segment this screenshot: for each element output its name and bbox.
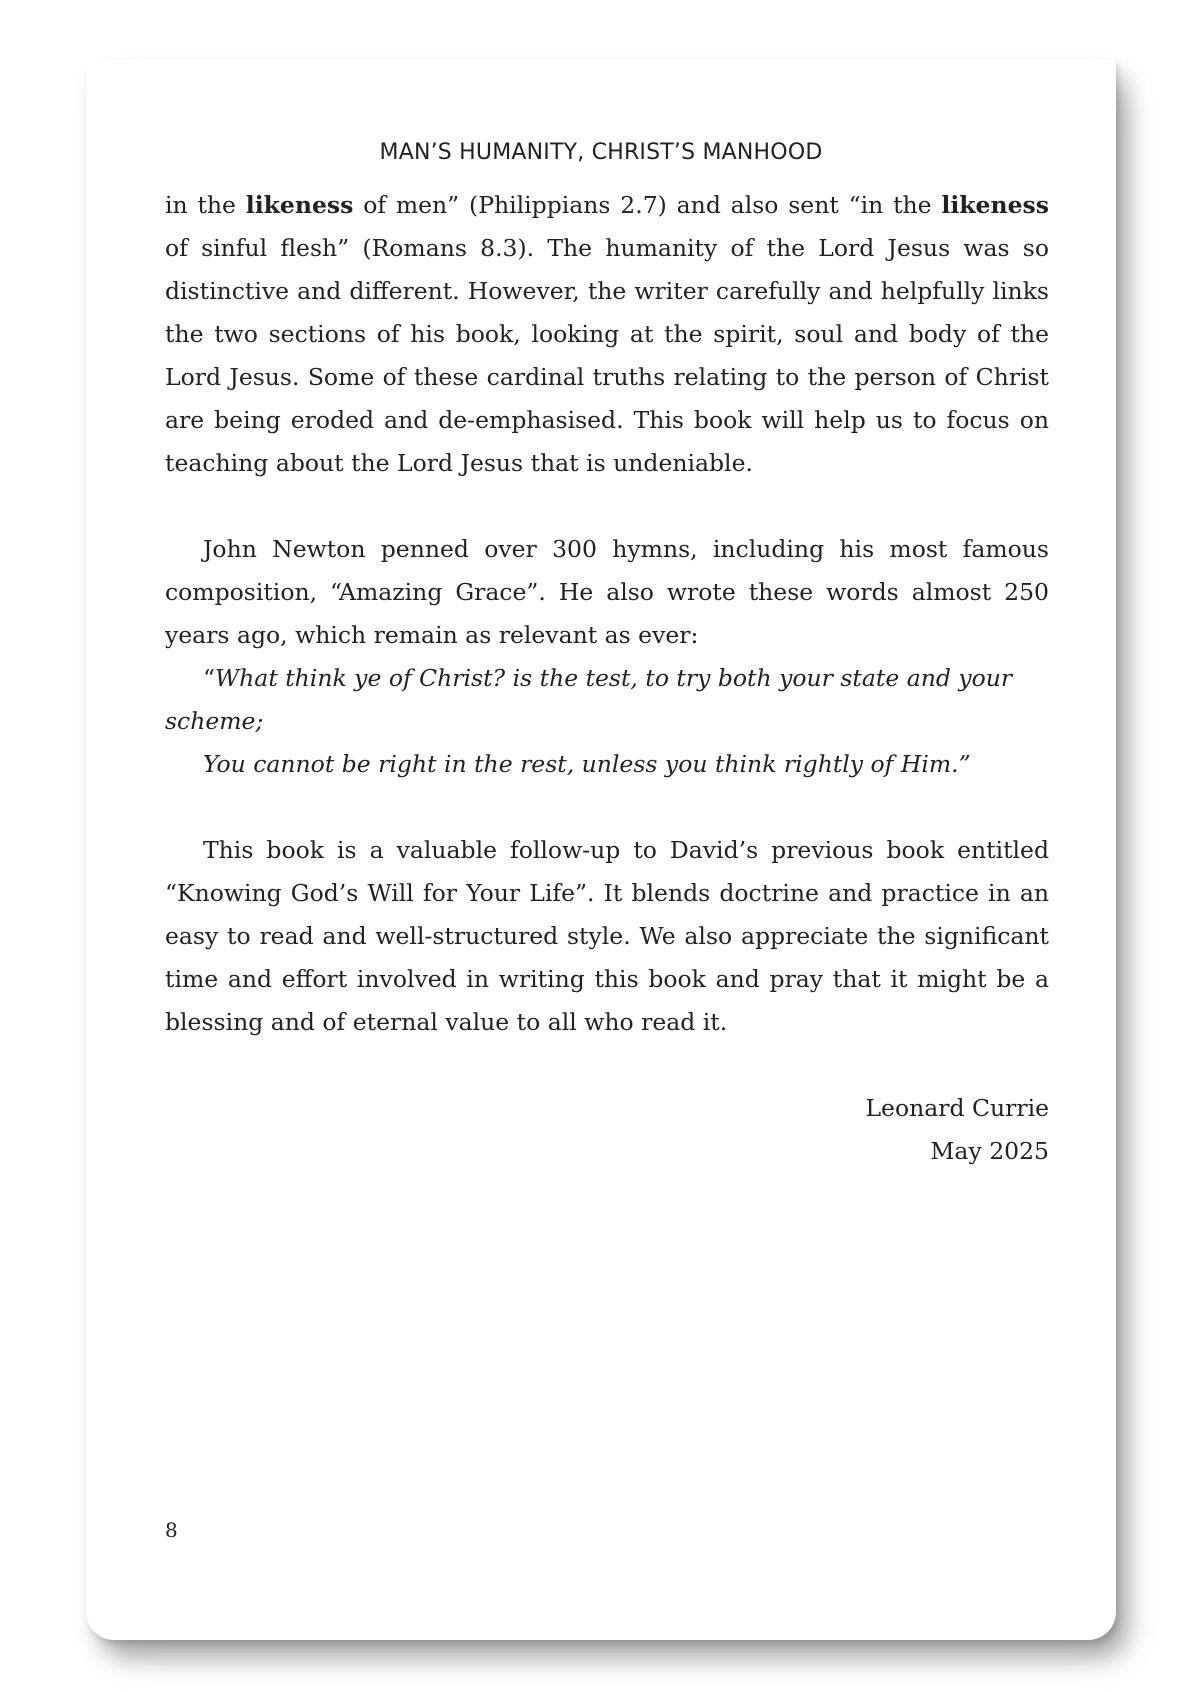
page-number: 8 (165, 1518, 178, 1542)
body-text (165, 184, 1049, 1173)
paragraph-continuation: in the likeness of men” (Philippians 2.7) and also sent “in the likeness of sinful flesh” (Romans 8.3). The humanity of the Lord Jesus was so distinctive and different. However, the writer carefully and helpfully links the two sections of his book, looking at the spirit, soul and body of the Lord Jesus. Some of these cardinal truths relating to the person of Christ are being eroded and de-emphasised. This book will help us to focus on teaching about the Lord Jesus that is undeniable. (165, 191, 1049, 477)
signature-name: Leonard Currie (865, 1094, 1049, 1122)
quote-line-1: “What think ye of Christ? is the test, to try both your state and your scheme; (165, 664, 1013, 735)
signature-date: May 2025 (930, 1137, 1049, 1165)
bold-word: likeness (245, 191, 354, 219)
paragraph-newton: John Newton penned over 300 hymns, including his most famous composition, “Amazing Grace”. He also wrote these words almost 250 years ago, which remain as relevant as ever: (165, 535, 1049, 649)
book-page (86, 60, 1116, 1640)
quote-line-2: You cannot be right in the rest, unless you think rightly of Him.” (203, 750, 971, 778)
paragraph-followup: This book is a valuable follow-up to David’s previous book entitled “Knowing God’s Will for Your Life”. It blends doctrine and practice in an easy to read and well-structured style. We also appreciate the significant time and effort involved in writing this book and pray that it might be a blessing and of eternal value to all who read it. (165, 836, 1049, 1036)
bold-word: likeness (941, 191, 1049, 219)
running-head: MAN’S HUMANITY, CHRIST’S MANHOOD (379, 140, 823, 165)
